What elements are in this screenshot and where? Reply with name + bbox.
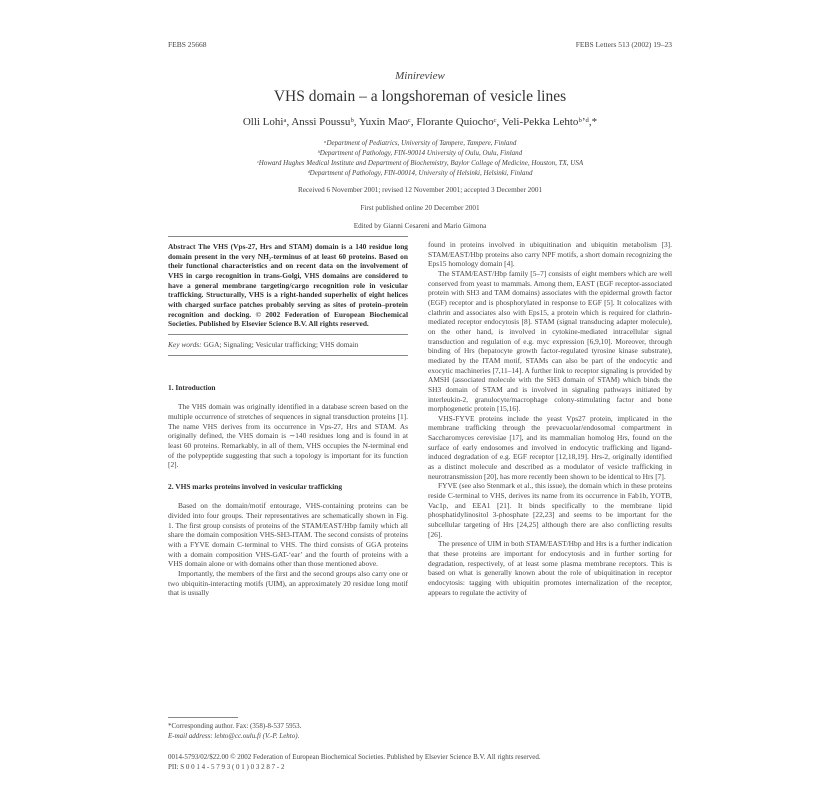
- article-page: [164, 0, 676, 811]
- corresponding-author: *Corresponding author. Fax: (358)-8-537 5953.: [168, 722, 302, 730]
- abstract: Abstract The VHS (Vps-27, Hrs and STAM) domain is a 140 residue long domain present in the very NH₂-terminus of at least 60 proteins. Based on their functional characteristics and on recent data on the involvement of VHS in cargo recognition in trans-Golgi, VHS domains are considered to have a general membrane targeting/cargo recognition role in vesicular trafficking. Structurally, VHS is a right-handed superhelix of eight helices with charged surface patches probably serving as sites of protein–protein recognition and docking. © 2002 Federation of European Biochemical Societies. Published by Elsevier Science B.V. All rights reserved.: [168, 242, 408, 329]
- footnote-rule: [168, 717, 238, 718]
- right-paragraph-4: FYVE (see also Stenmark et al., this issue), the domain which in these proteins reside C-terminal to VHS, derives its name from its occurrence in Fab1b, YOTB, Vac1p, and EEA1 [21]. It binds specifically to the membrane lipid phosphatidylinositol 3-phosphate [22,23] and seems to be important for the subcellular targeting of Hrs [24,25] although there are also conflicting results [26].: [428, 481, 672, 539]
- abstract-top-rule: [168, 236, 408, 237]
- left-column: [168, 240, 408, 598]
- keywords-rule: [168, 355, 408, 356]
- section-1-heading: 1. Introduction: [168, 382, 216, 392]
- pii-line: PII: S 0 0 1 4 - 5 7 9 3 ( 0 1 ) 0 3 2 8 7 - 2: [168, 763, 285, 771]
- copyright-line: 0014-5793/02/$22.00 © 2002 Federation of European Biochemical Societies. Published by Elsevier Science B.V. All rights reserved.: [168, 753, 541, 761]
- journal-citation: FEBS Letters 513 (2002) 19–23: [575, 40, 672, 49]
- received-dates: Received 6 November 2001; revised 12 November 2001; accepted 3 December 2001: [297, 186, 543, 194]
- section-2-heading: 2. VHS marks proteins involved in vesicular trafficking: [168, 481, 343, 491]
- editors: Edited by Gianni Cesareni and Mario Gimona: [353, 222, 487, 230]
- section-2-paragraph-1: Based on the domain/motif entourage, VHS-containing proteins can be divided into four groups. Their representatives are schematically shown in Fig. 1. The first group consists of proteins of the STAM/EAST/Hbp family which all share the domain composition VHS-SH3-ITAM. The second consists of proteins with a FYVE domain C-terminal to VHS. The third consists of GGA proteins with a domain composition VHS-GAT-‘ear’ and the fourth of proteins with a VHS domain alone or with domains other than those mentioned above.: [168, 501, 408, 569]
- affiliation-b: ᵇDepartment of Pathology, FIN-90014 University of Oulu, Oulu, Finland: [317, 149, 523, 157]
- keywords-text: GGA; Signaling; Vesicular trafficking; VHS domain: [203, 339, 359, 349]
- affiliations: [164, 138, 676, 178]
- article-dates: [164, 181, 676, 235]
- section-1-paragraph: The VHS domain was originally identified in a database screen based on the multiple occurrence of stretches of sequences in signal transduction proteins [1]. The name VHS derives from its occurrence in Vps-27, Hrs and STAM. As originally defined, the VHS domain is ∼140 residues long and is found in at least 60 proteins. Remarkably, in all of them, VHS occupies the N-terminal end of the polypeptide suggesting that such a topology is important for its function [2].: [168, 402, 408, 470]
- affiliation-a: ᵃDepartment of Pediatrics, University of Tampere, Tampere, Finland: [323, 139, 517, 147]
- published-date: First published online 20 December 2001: [360, 204, 480, 212]
- abstract-bottom-rule: [168, 334, 408, 335]
- journal-code: FEBS 25668: [168, 40, 207, 49]
- right-paragraph-5: The presence of UIM in both STAM/EAST/Hbp and Hrs is a further indication that these proteins are important for endocytosis and in further sorting for degradation, respectively, of at least some plasma membrane receptors. This is based on what is generally known about the role of ubiquitination in receptor endocytosis: tagging with ubiquitin promotes internalization of the receptor, appears to regulate the activity of: [428, 539, 672, 597]
- affiliation-c: ᶜHoward Hughes Medical Institute and Department of Biochemistry, Baylor College of Medicine, Houston, TX, USA: [256, 159, 584, 167]
- affiliation-d: ᵈDepartment of Pathology, FIN-00014, University of Helsinki, Helsinki, Finland: [307, 169, 533, 177]
- keywords-label: Key words:: [168, 339, 202, 349]
- footnotes: [168, 722, 408, 741]
- right-paragraph-2: The STAM/EAST/Hbp family [5–7] consists of eight members which are well conserved from yeast to mammals. Among them, EAST (EGF receptor-associated protein with SH3 and TAM domains) associates with the epidermal growth factor (EGF) receptor and is phosphorylated in response to EGF [5]. It colocalizes with clathrin and associates also with Eps15, a protein which is required for clathrin-mediated receptor endocytosis [8]. STAM (signal transducing adapter molecule), on the other hand, is involved in cytokine-mediated intracellular signal transduction and regulation of e.g. myc expression [6,9,10]. Moreover, through binding of Hrs (hepatocyte growth factor-regulated tyrosine kinase substrate), mediated by the ITAM motif, STAMs can also be part of the endocytic and exocytic machineries [7,11–14]. A further link to receptor signaling is provided by AMSH (associated molecule with the SH3 domain of STAM) which binds the SH3 domain of STAM and is involved in signaling pathways initiated by interleukin-2, granulocyte/macrophage colony-stimulating factor and bone morphogenetic protein [15,16].: [428, 268, 672, 414]
- right-paragraph-1: found in proteins involved in ubiquitination and ubiquitin metabolism [3]. STAM/EAST/Hbp proteins also carry NPF motifs, a short domain recognizing the Eps15 homology domain [4].: [428, 240, 672, 269]
- article-type: Minireview: [395, 70, 445, 82]
- keywords: [168, 340, 408, 350]
- right-paragraph-3: VHS-FYVE proteins include the yeast Vps27 protein, implicated in the membrane trafficking through the prevacuolar/endosomal compartment in Saccharomyces cerevisiae [17], and its mammalian homolog Hrs, found on the surface of early endosomes and involved in endocytic trafficking and ligand-induced degradation of e.g. EGF receptor [12,18,19]. Hrs-2, originally identified as a distinct molecule and described as a modulator of vesicle trafficking in neurotransmission [20], has more recently been shown to be identical to Hrs [7].: [428, 413, 672, 481]
- section-2-paragraph-2: Importantly, the members of the first and the second groups also carry one or two ubiquitin-interacting motifs (UIM), an approximately 20 residue long motif that is usually: [168, 569, 408, 598]
- article-title: VHS domain – a longshoreman of vesicle lines: [273, 88, 567, 105]
- copyright-footer: [168, 752, 668, 772]
- right-column: [428, 240, 672, 597]
- author-list: Olli Lohiᵃ, Anssi Poussuᵇ, Yuxin Maoᶜ, Florante Quiochoᶜ, Veli-Pekka Lehtoᵇʼᵈ,*: [242, 116, 598, 128]
- page-margin: [0, 0, 164, 811]
- email-address: E-mail address: lehto@cc.oulu.fi (V.-P. Lehto).: [168, 731, 300, 740]
